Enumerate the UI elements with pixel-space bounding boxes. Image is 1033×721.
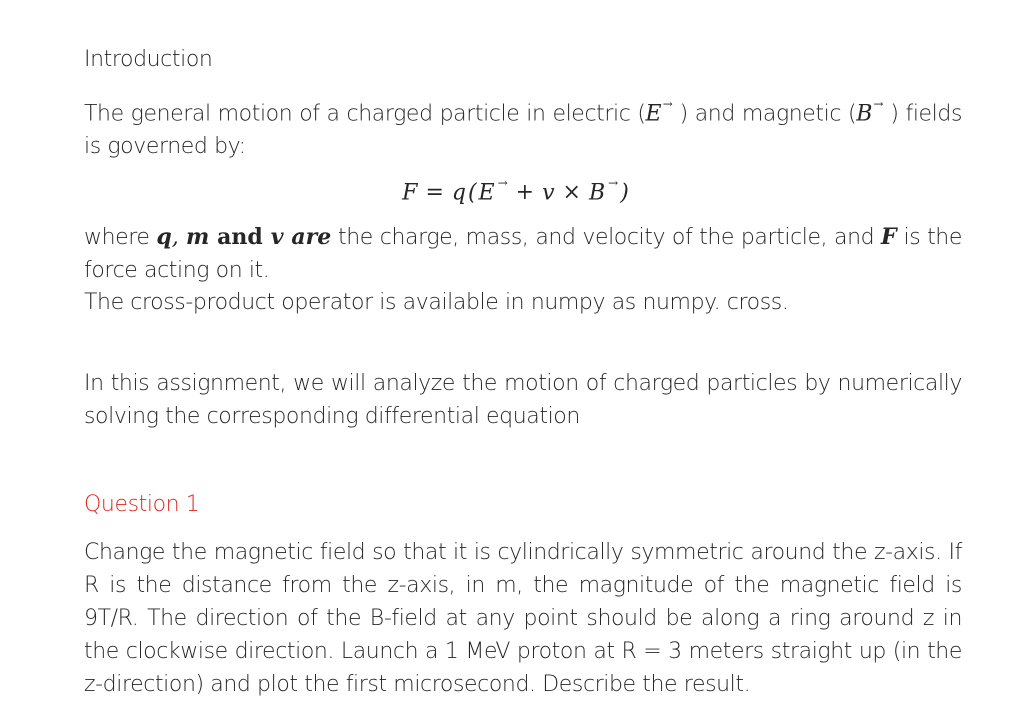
intro-paragraph-4: In this assignment, we will analyze the motion of charged particles by numerically solving the corresponding differential equation	[84, 371, 962, 429]
intro-paragraph-2: where q, m and v are the charge, mass, and velocity of the particle, and F is the force acting on it.	[84, 224, 962, 283]
intro-text: The general motion of a charged particle in electric (	[84, 101, 646, 127]
intro-paragraph-3: The cross-product operator is available in numpy as numpy. cross.	[84, 290, 789, 315]
intro-text: ) and magnetic (	[672, 101, 857, 127]
lorentz-force-equation: F = q(E→ + v × B→)	[402, 176, 631, 206]
electric-field-symbol: E→	[645, 97, 673, 127]
magnetic-field-symbol: B→	[856, 97, 884, 127]
intro-text: ) fields is governed by:	[84, 101, 963, 160]
intro-heading: Introduction	[84, 47, 213, 72]
question-body: Change the magnetic field so that it is cylindrically symmetric around the z-axis. If R is the distance from the z-axis, in m, the magnitude of the magnetic field is 9T/R. The direction of the B-field at any point should be along a ring around z in the clockwise direction. Launch a 1 MeV proton at R = 3 meters straight up (in the z-direction) and plot the first microsecond. Describe the result.	[84, 540, 962, 697]
question-title: Question 1	[84, 492, 200, 517]
intro-paragraph-1	[84, 92, 962, 163]
